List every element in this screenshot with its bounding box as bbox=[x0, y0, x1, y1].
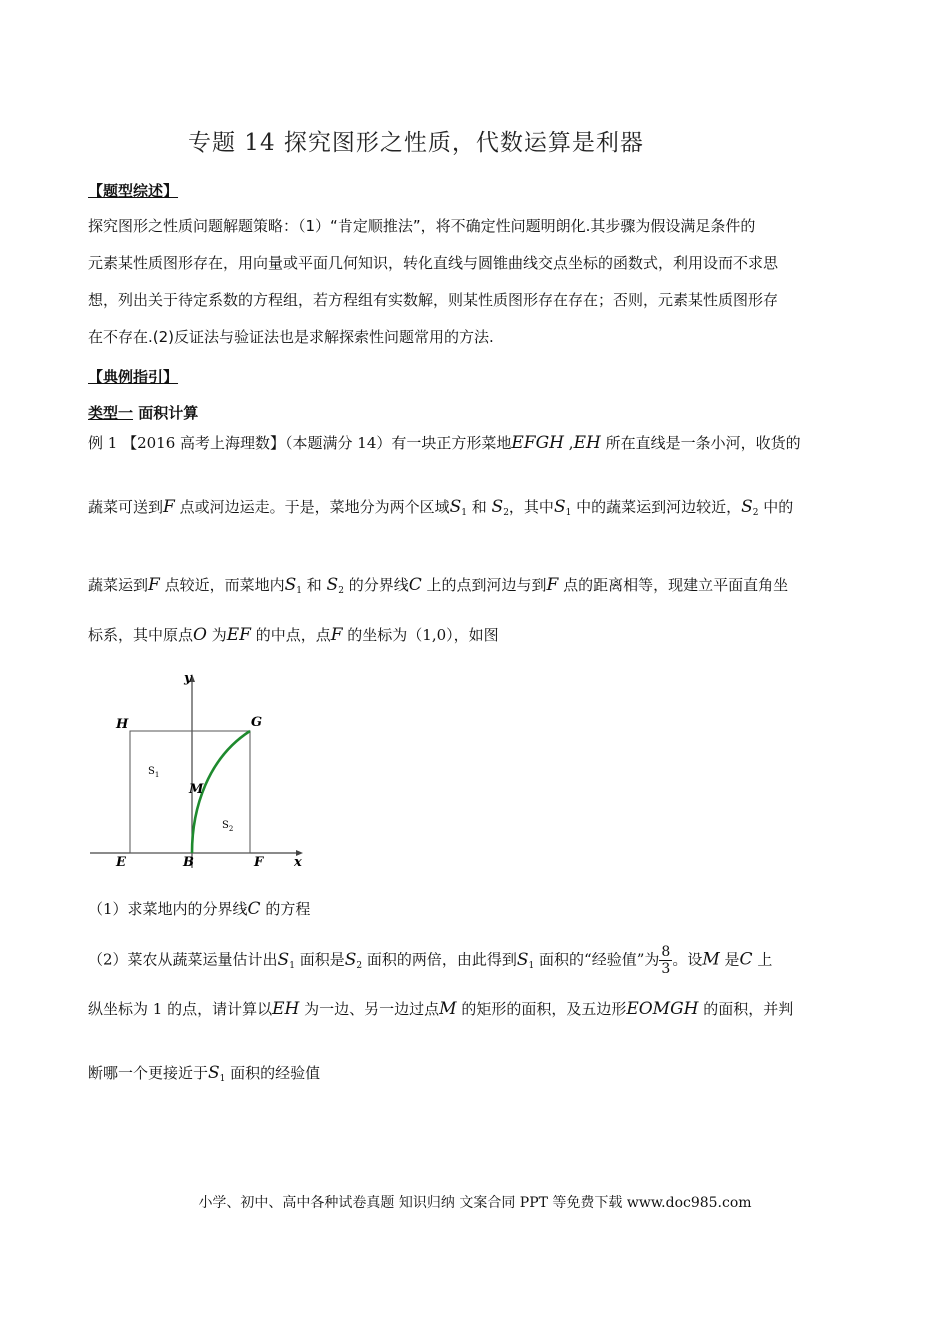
region-s1-label: $S_1$ bbox=[148, 766, 160, 779]
example-line-2: 蔬菜可送到F 点或河边运走。于是，菜地分为两个区域$S_1$ 和 $S_2$，其中$S_1$ 中的蔬菜运到河边较近，$S_2$ 中的 bbox=[88, 497, 794, 518]
point-E-label: E bbox=[116, 855, 126, 870]
overview-line: 在不存在.(2)反证法与验证法也是求解探索性问题常用的方法. bbox=[88, 328, 494, 346]
point-G-label: G bbox=[251, 715, 263, 730]
point-B-label: B bbox=[183, 855, 194, 870]
point-F-label: F bbox=[254, 855, 264, 870]
section-heading-overview: 【题型综述】 bbox=[88, 182, 179, 200]
question-2-line-1: （2）菜农从蔬菜运量估计出$S_1$ 面积是$S_2$ 面积的两倍，由此得到$S_1$ 面积的“经验值”为 $\frac{8}{3}$ 。设M 是C 上 bbox=[88, 944, 773, 977]
question-2-line-3: 断哪一个更接近于$S_1$ 面积的经验值 bbox=[88, 1063, 321, 1084]
overview-line: 元素某性质图形存在，用向量或平面几何知识，转化直线与圆锥曲线交点坐标的函数式，利用设而不求思 bbox=[88, 254, 779, 272]
type-heading: 类型一 面积计算 bbox=[88, 404, 199, 422]
point-H-label: H bbox=[116, 717, 129, 732]
fraction-8-3: $\frac{8}{3}$ bbox=[661, 944, 671, 977]
overview-paragraph bbox=[88, 208, 863, 356]
geometry-figure bbox=[88, 668, 318, 874]
x-label: x bbox=[294, 855, 302, 870]
point-M-label: M bbox=[189, 782, 204, 797]
page-title: 专题 14 探究图形之性质，代数运算是利器 bbox=[188, 130, 644, 156]
example-line-1: 例 1 【2016 高考上海理数】（本题满分 14）有一块正方形菜地EFGH ,EH 所在直线是一条小河，收货的 bbox=[88, 433, 801, 453]
example-line-4: 标系，其中原点O 为EF 的中点，点F 的坐标为（1,0），如图 bbox=[88, 625, 499, 645]
question-2-line-2: 纵坐标为 1 的点，请计算以EH 为一边、另一边过点M 的矩形的面积，及五边形EOMGH 的面积，并判 bbox=[88, 999, 794, 1019]
example-line-3: 蔬菜运到F 点较近，而菜地内$S_1$ 和 $S_2$ 的分界线C 上的点到河边与到F 点的距离相等，现建立平面直角坐 bbox=[88, 575, 789, 596]
y-label: y bbox=[184, 671, 192, 686]
region-s2-label: $S_2$ bbox=[222, 820, 234, 833]
page-footer: 小学、初中、高中各种试卷真题 知识归纳 文案合同 PPT 等免费下载 www.doc985.com bbox=[198, 1195, 752, 1211]
overview-line: 探究图形之性质问题解题策略：（1）“肯定顺推法”，将不确定性问题明朗化.其步骤为假设满足条件的 bbox=[88, 217, 756, 235]
question-1: （1）求菜地内的分界线C 的方程 bbox=[88, 899, 311, 919]
section-heading-examples: 【典例指引】 bbox=[88, 368, 179, 386]
overview-line: 想，列出关于待定系数的方程组，若方程组有实数解，则某性质图形存在存在；否则，元素某性质图形存 bbox=[88, 291, 779, 309]
